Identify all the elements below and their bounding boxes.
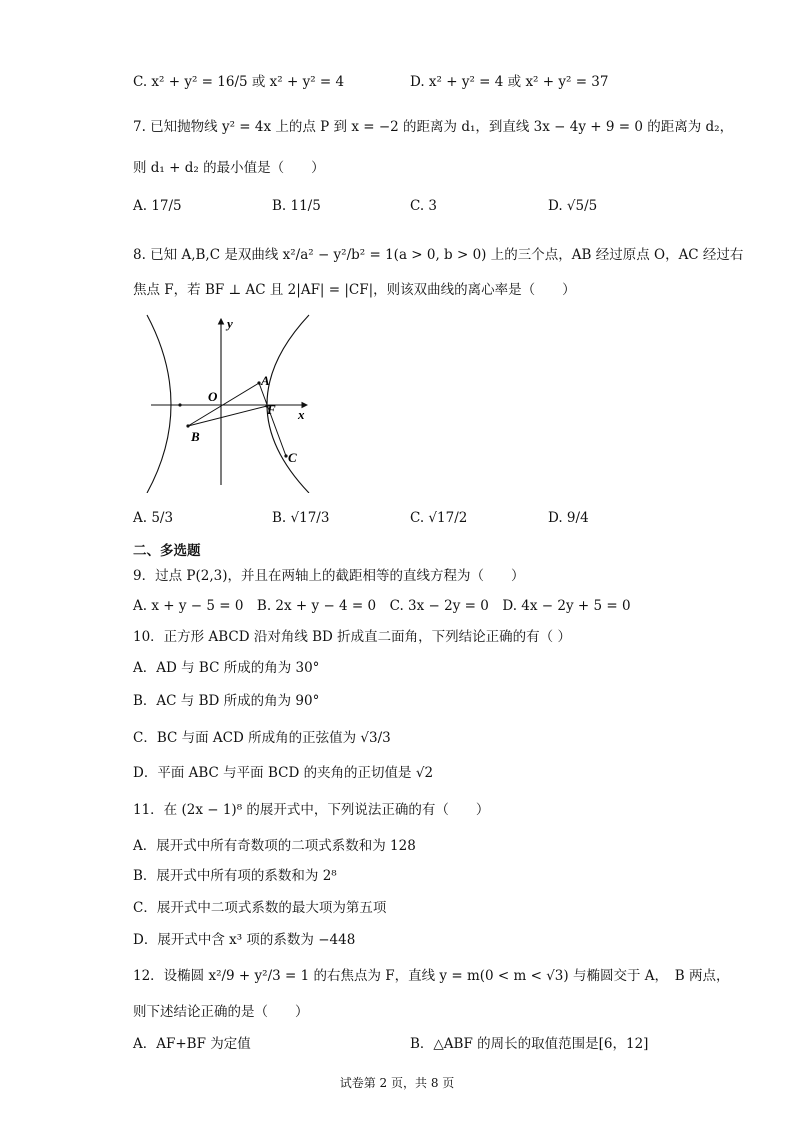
label-c: C: [288, 450, 297, 465]
q7-option-c: C. 3: [410, 198, 438, 214]
q9-options: A. x + y − 5 = 0 B. 2x + y − 4 = 0 C. 3x − 2y = 0 D. 4x − 2y + 5 = 0: [133, 598, 631, 614]
label-b: B: [191, 429, 200, 444]
hyperbola-figure: [133, 313, 313, 493]
q10-option-c: C．BC 与面 ACD 所成角的正弦值为 √3/3: [133, 730, 391, 746]
q10-option-a: A．AD 与 BC 所成的角为 30°: [133, 660, 320, 676]
q7-option-b: B. 11/5: [272, 198, 321, 214]
q10-stem: 10．正方形 ABCD 沿对角线 BD 折成直二面角，下列结论正确的有（ ）: [133, 629, 571, 645]
q11-option-c: C．展开式中二项式系数的最大项为第五项: [133, 900, 387, 916]
label-o: O: [208, 389, 218, 404]
label-x: x: [298, 407, 305, 422]
q6-option-d: D. x² + y² = 4 或 x² + y² = 37: [410, 74, 609, 90]
segment-bf: [188, 406, 267, 426]
q11-option-d: D．展开式中含 x³ 项的系数为 −448: [133, 932, 356, 948]
point-b: [186, 424, 189, 427]
hyperbola-left-branch: [147, 315, 171, 493]
q8-stem-line1: 8. 已知 A,B,C 是双曲线 x²/a² − y²/b² = 1(a > 0, b > 0) 上的三个点，AB 经过原点 O，AC 经过右: [133, 247, 744, 263]
q11-option-b: B．展开式中所有项的系数和为 2⁸: [133, 868, 337, 884]
segment-ac: [259, 383, 286, 456]
q10-option-d: D．平面 ABC 与平面 BCD 的夹角的正切值是 √2: [133, 765, 434, 781]
page-footer: 试卷第 2 页，共 8 页: [339, 1076, 455, 1090]
section-title-multiple-choice: 二、多选题: [133, 543, 201, 559]
q7-option-a: A. 17/5: [133, 198, 182, 214]
q12-option-a: A．AF+BF 为定值: [133, 1036, 251, 1052]
q7-stem-line1: 7. 已知抛物线 y² = 4x 上的点 P 到 x = −2 的距离为 d₁，到直线 3x − 4y + 9 = 0 的距离为 d₂，: [133, 119, 734, 135]
q8-option-b: B. √17/3: [272, 510, 330, 526]
q8-option-d: D. 9/4: [548, 510, 589, 526]
q6-option-c: C. x² + y² = 16/5 或 x² + y² = 4: [133, 74, 345, 90]
label-a: A: [261, 373, 270, 388]
q8-option-a: A. 5/3: [133, 510, 174, 526]
q12-stem-line2: 则下述结论正确的是（ ）: [133, 1004, 309, 1020]
q10-option-b: B．AC 与 BD 所成的角为 90°: [133, 693, 320, 709]
q11-stem: 11．在 (2x − 1)⁸ 的展开式中，下列说法正确的有（ ）: [133, 802, 490, 818]
label-f: F: [267, 402, 276, 417]
label-y: y: [227, 316, 233, 331]
q8-stem-line2: 焦点 F，若 BF ⊥ AC 且 2|AF| = |CF|，则该双曲线的离心率是（ ）: [133, 282, 576, 298]
q7-stem-line2: 则 d₁ + d₂ 的最小值是（ ）: [133, 160, 325, 176]
q11-option-a: A．展开式中所有奇数项的二项式系数和为 128: [133, 838, 416, 854]
point-left-focus: [178, 403, 181, 406]
q12-stem-line1: 12．设椭圆 x²/9 + y²/3 = 1 的右焦点为 F，直线 y = m(0 < m < √3) 与椭圆交于 A， B 两点，: [133, 968, 730, 984]
q8-option-c: C. √17/2: [410, 510, 468, 526]
q7-option-d: D. √5/5: [548, 198, 598, 214]
q12-option-b: B．△ABF 的周长的取值范围是[6，12]: [410, 1036, 649, 1052]
q9-stem: 9．过点 P(2,3)，并且在两轴上的截距相等的直线方程为（ ）: [133, 568, 525, 584]
